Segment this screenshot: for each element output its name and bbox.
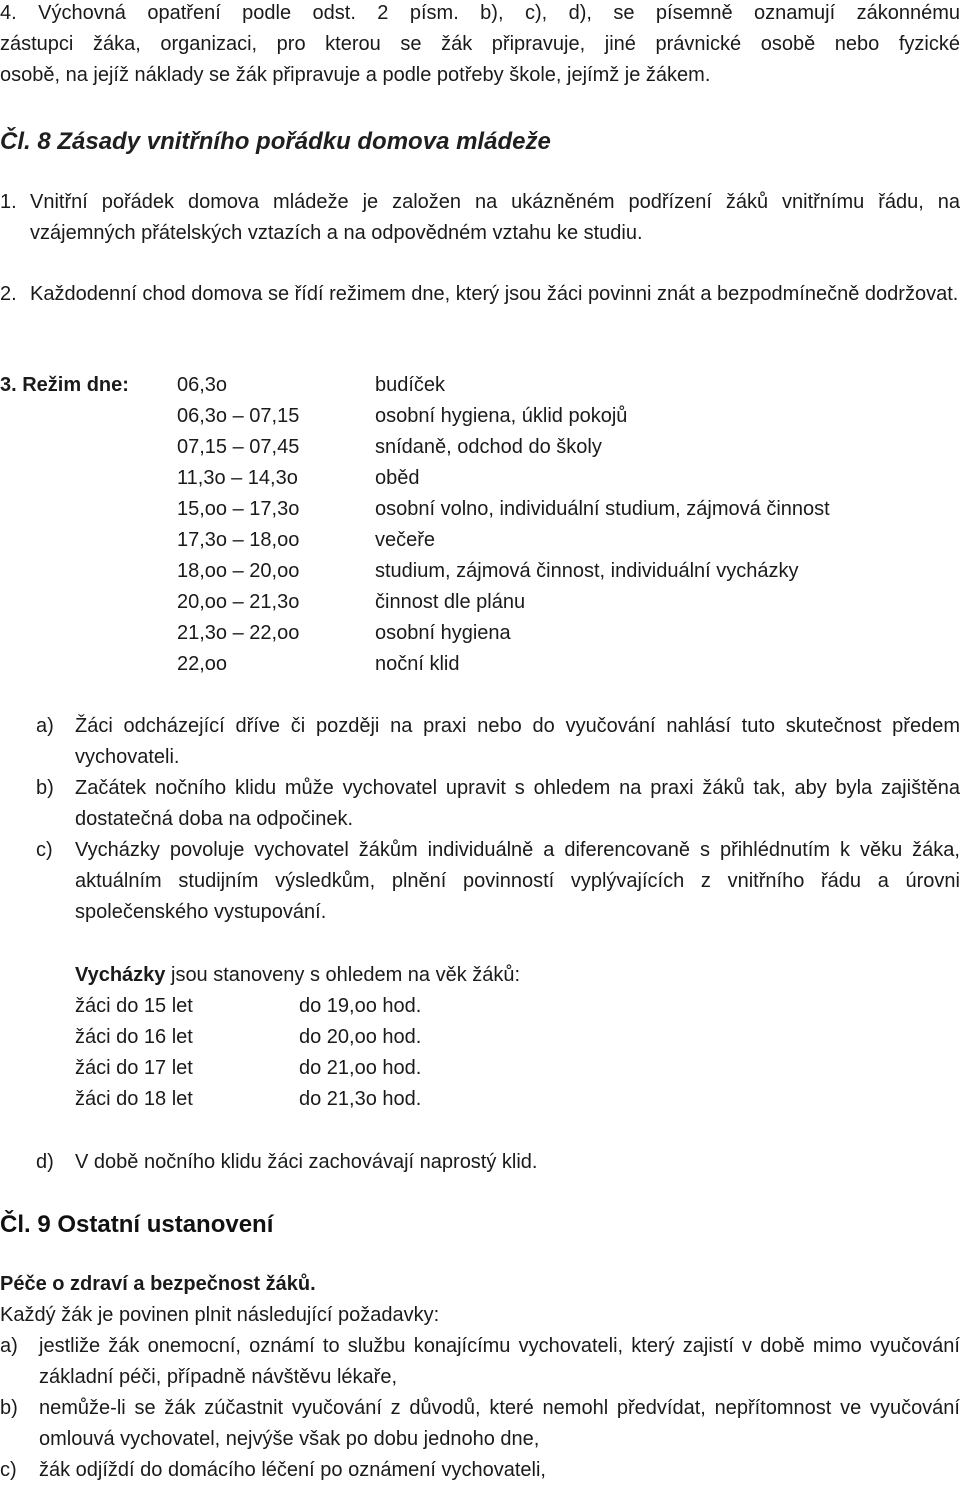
note-text: Žáci odcházející dříve či později na praxi nebo do vyučování nahlásí tuto skutečnost předem vychovateli. [75, 715, 960, 768]
requirement-letter: b) [0, 1397, 18, 1419]
schedule-time: 06,3o [177, 374, 228, 396]
note-letter: a) [36, 715, 54, 737]
schedule-activity: osobní volno, individuální studium, zájmová činnost [375, 498, 830, 520]
schedule-row [0, 463, 960, 494]
schedule-activity: budíček [375, 374, 446, 396]
outing-age: žáci do 17 let [75, 1057, 193, 1079]
schedule-activity: osobní hygiena [375, 622, 511, 644]
intro-paragraph [0, 0, 960, 91]
intro-line: osobě, na jejíž náklady se žák připravuje a podle potřeby škole, jejímž je žákem. [0, 64, 711, 86]
schedule-time: 18,oo – 20,oo [177, 560, 300, 582]
schedule-label: 3. Režim dne: [0, 374, 129, 396]
item-number: 2. [0, 283, 17, 305]
schedule-row [0, 618, 960, 649]
schedule-row [0, 494, 960, 525]
schedule-time: 11,3o – 14,3o [177, 467, 298, 489]
outing-age: žáci do 16 let [75, 1026, 193, 1048]
outing-until: do 19,oo hod. [299, 995, 422, 1017]
note-letter: b) [36, 777, 54, 799]
schedule-row [0, 525, 960, 556]
article-9-title: Čl. 9 Ostatní ustanovení [0, 1211, 274, 1238]
outing-until: do 20,oo hod. [299, 1026, 422, 1048]
article-9-subtitle: Péče o zdraví a bezpečnost žáků. [0, 1273, 316, 1295]
requirement-item [0, 1393, 960, 1455]
requirement-item [0, 1455, 960, 1486]
outing-age: žáci do 18 let [75, 1088, 193, 1110]
intro-line: zástupci žáka, organizaci, pro kterou se žák připravuje, jiné právnické osobě nebo fyzické [0, 33, 960, 55]
outing-age: žáci do 15 let [75, 995, 193, 1017]
note-text: Vycházky povoluje vychovatel žákům individuálně a diferencovaně s přihlédnutím k věku žáka, aktuálním studijním výsledkům, plnění povinností vyplývajících z vnitřního řádu a úrovni společenského vystupování. [75, 839, 960, 923]
outings-bold: Vycházky [75, 964, 166, 986]
schedule-time: 07,15 – 07,45 [177, 436, 300, 458]
schedule-row [0, 401, 960, 432]
requirement-text: žák odjíždí do domácího léčení po oznámení vychovateli, [39, 1459, 546, 1481]
schedule-row [0, 649, 960, 680]
requirement-item [0, 1331, 960, 1393]
note-item-d [36, 1147, 960, 1178]
schedule-time: 17,3o – 18,oo [177, 529, 300, 551]
item-text: Každodenní chod domova se řídí režimem dne, který jsou žáci povinni znát a bezpodmínečně dodržovat. [30, 283, 959, 305]
note-letter: c) [36, 839, 53, 861]
article-8-heading [0, 126, 960, 158]
schedule-activity: večeře [375, 529, 436, 551]
outing-row [75, 1084, 960, 1115]
requirement-text: nemůže-li se žák zúčastnit vyučování z důvodů, které nemohl předvídat, nepřítomnost ve vyučování omlouvá vychovatel, nejvýše však po dobu jednoho dne, [39, 1397, 960, 1450]
outing-row [75, 1022, 960, 1053]
note-letter: d) [36, 1151, 54, 1173]
note-item [36, 711, 960, 773]
note-item [36, 835, 960, 928]
schedule-activity: snídaně, odchod do školy [375, 436, 602, 458]
schedule-row [0, 370, 960, 401]
article-9-body [0, 1269, 960, 1486]
article-9-heading [0, 1209, 960, 1241]
article-9-lead: Každý žák je povinen plnit následující požadavky: [0, 1304, 440, 1326]
schedule-activity: osobní hygiena, úklid pokojů [375, 405, 628, 427]
outings-section [75, 960, 960, 1115]
schedule-activity: oběd [375, 467, 420, 489]
outing-row [75, 1053, 960, 1084]
article-8-item-1 [0, 187, 960, 249]
schedule-activity: činnost dle plánu [375, 591, 526, 613]
schedule-time: 22,oo [177, 653, 228, 675]
schedule-time: 21,3o – 22,oo [177, 622, 300, 644]
intro-line: 4. Výchovná opatření podle odst. 2 písm. b), c), d), se písemně oznamují zákonnému [0, 2, 960, 24]
article-8-title: Čl. 8 Zásady vnitřního pořádku domova mládeže [0, 128, 551, 155]
note-item [36, 773, 960, 835]
schedule-time: 20,oo – 21,3o [177, 591, 300, 613]
note-text: Začátek nočního klidu může vychovatel upravit s ohledem na praxi žáků tak, aby byla zajištěna dostatečná doba na odpočinek. [75, 777, 960, 830]
schedule-row [0, 587, 960, 618]
item-number: 1. [0, 191, 17, 213]
outings-lead [75, 960, 960, 991]
schedule-time: 15,oo – 17,3o [177, 498, 300, 520]
outing-until: do 21,3o hod. [299, 1088, 422, 1110]
schedule-activity: studium, zájmová činnost, individuální vycházky [375, 560, 799, 582]
requirement-letter: a) [0, 1335, 18, 1357]
daily-schedule [0, 370, 960, 680]
schedule-row [0, 556, 960, 587]
requirement-letter: c) [0, 1459, 17, 1481]
schedule-row [0, 432, 960, 463]
item-text: Vnitřní pořádek domova mládeže je založen na ukázněném podřízení žáků vnitřnímu řádu, na vzájemných přátelských vztazích a na odpovědném vztahu ke studiu. [30, 191, 960, 244]
requirement-text: jestliže žák onemocní, oznámí to službu konajícímu vychovateli, který zajistí v době mimo vyučování základní péči, případně návštěvu lékaře, [39, 1335, 960, 1388]
article-8-item-2 [0, 279, 960, 310]
outings-lead-rest: jsou stanoveny s ohledem na věk žáků: [165, 964, 521, 986]
schedule-time: 06,3o – 07,15 [177, 405, 300, 427]
outing-row [75, 991, 960, 1022]
schedule-activity: noční klid [375, 653, 460, 675]
outing-until: do 21,oo hod. [299, 1057, 422, 1079]
note-text: V době nočního klidu žáci zachovávají naprostý klid. [75, 1151, 538, 1173]
schedule-notes [36, 711, 960, 928]
